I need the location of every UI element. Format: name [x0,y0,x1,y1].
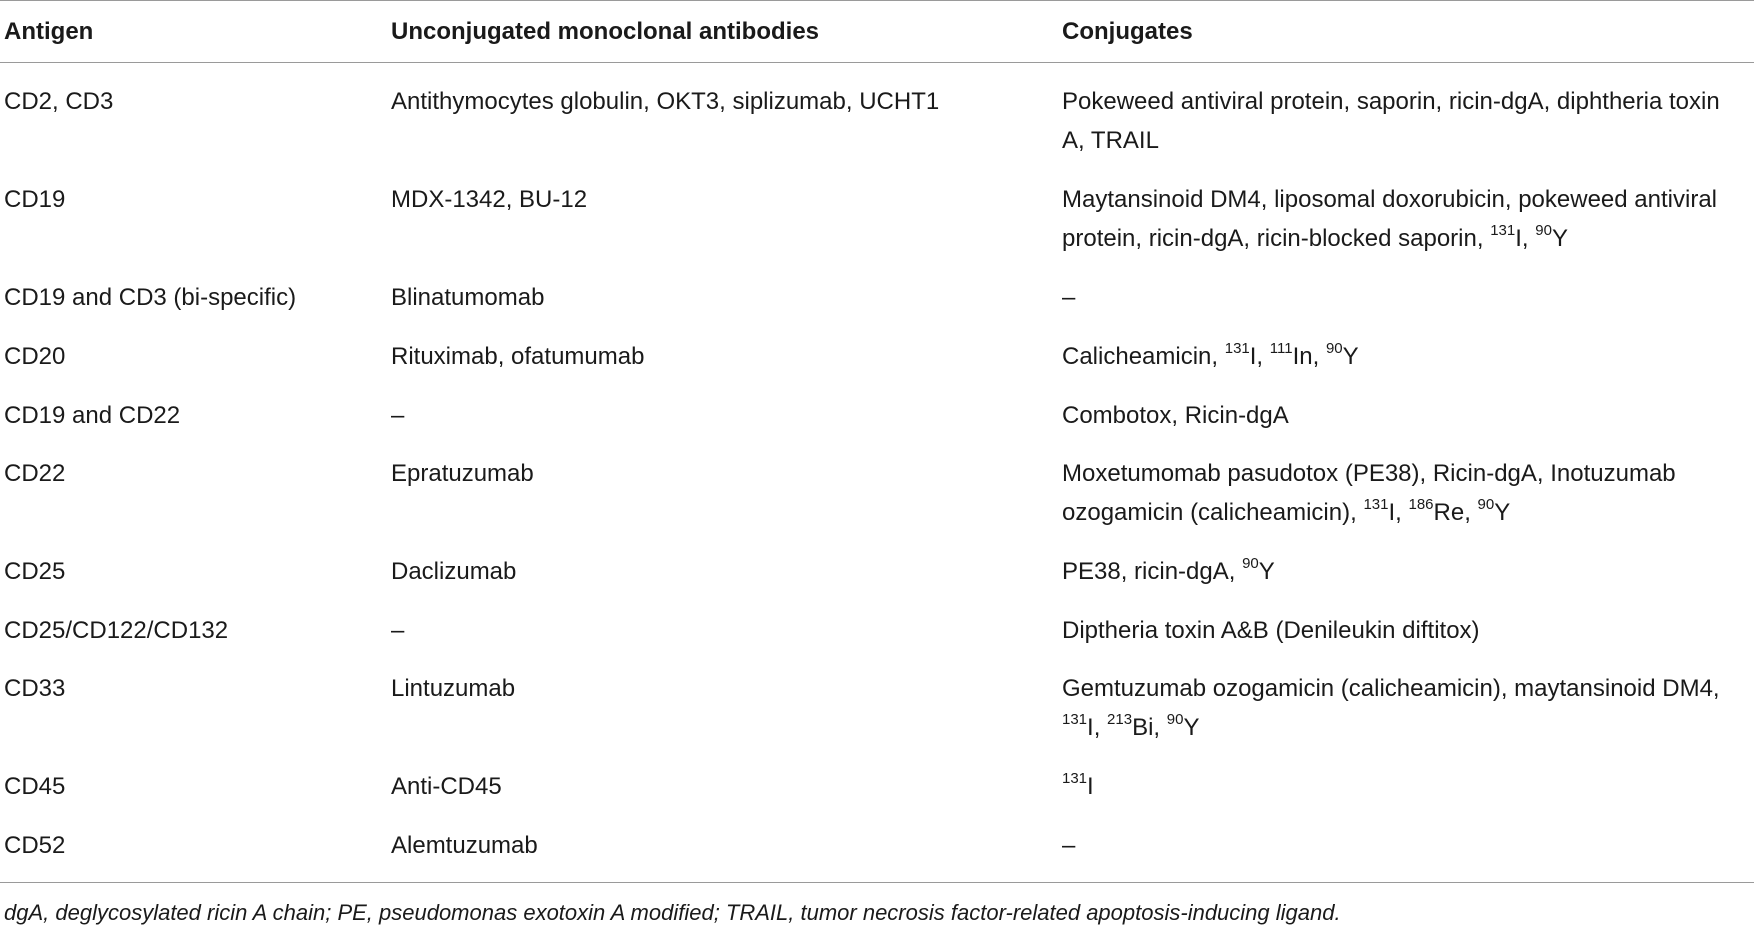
cell-unconjugated: Daclizumab [391,558,517,585]
cell-unconjugated: – [391,402,405,429]
cell-unconjugated: Rituximab, ofatumumab [391,343,645,370]
isotope-mass-number: 131 [1062,711,1088,728]
cell-antigen: CD20 [4,343,66,370]
cell-conjugates [1062,278,1742,317]
cell-unconjugated: Antithymocytes globulin, OKT3, siplizumab, UCHT1 [391,88,940,115]
isotope-mass-number: 90 [1535,222,1552,239]
cell-unconjugated: Blinatumomab [391,284,545,311]
cell-antigen: CD25/CD122/CD132 [4,617,229,644]
conjugate-text: Y [1342,343,1359,370]
cell-conjugates [1062,337,1742,376]
conjugate-text: Y [1258,558,1275,585]
header-unconjugated: Unconjugated monoclonal antibodies [391,18,820,45]
header-antigen: Antigen [4,18,94,45]
cell-conjugates [1062,454,1742,532]
conjugate-text: – [1062,832,1076,859]
isotope-mass-number: 111 [1269,340,1293,357]
conjugate-text: Combotox, Ricin-dgA [1062,402,1289,429]
conjugate-text: Y [1183,714,1200,741]
cell-antigen: CD25 [4,558,66,585]
conjugate-text: I, [1388,499,1409,526]
isotope-mass-number: 131 [1490,222,1516,239]
isotope-mass-number: 90 [1166,711,1184,728]
conjugate-text: I [1087,773,1094,800]
conjugate-text: Y [1494,499,1511,526]
conjugate-text: Maytansinoid DM4, liposomal doxorubicin, pokeweed antiviral protein, ricin-dgA, ricin-blocked saporin, [1062,186,1717,252]
conjugate-text: I, [1515,225,1536,252]
cell-unconjugated: Alemtuzumab [391,832,538,859]
cell-unconjugated: MDX-1342, BU-12 [391,186,588,213]
header-bottom-rule [0,62,1754,63]
cell-conjugates [1062,669,1742,747]
cell-antigen: CD19 and CD3 (bi-specific) [4,284,297,311]
conjugate-text: Diptheria toxin A&B (Denileukin diftitox) [1062,617,1480,644]
table-bottom-rule [0,882,1754,883]
isotope-mass-number: 131 [1062,770,1088,787]
cell-conjugates [1062,552,1742,591]
cell-antigen: CD45 [4,773,66,800]
isotope-mass-number: 131 [1363,496,1389,513]
conjugate-text: – [1062,284,1076,311]
cell-unconjugated: Anti-CD45 [391,773,502,800]
isotope-mass-number: 90 [1325,340,1343,357]
isotope-mass-number: 90 [1477,496,1495,513]
table-header [0,0,1754,62]
cell-conjugates [1062,611,1742,650]
conjugate-text: Moxetumomab pasudotox (PE38), Ricin-dgA, Inotuzumab ozogamicin (calicheamicin), [1062,460,1676,526]
conjugate-text: Pokeweed antiviral protein, saporin, ricin-dgA, diphtheria toxin A, TRAIL [1062,88,1720,154]
header-conjugates: Conjugates [1062,18,1193,45]
cell-antigen: CD19 and CD22 [4,402,181,429]
cell-conjugates [1062,180,1742,258]
cell-conjugates [1062,82,1742,160]
isotope-mass-number: 90 [1242,555,1259,572]
table-footnote: dgA, deglycosylated ricin A chain; PE, pseudomonas exotoxin A modified; TRAIL, tumor necrosis factor-related apoptosis-inducing ligand. [4,900,1341,925]
cell-unconjugated: – [391,617,405,644]
conjugate-text: I, [1249,343,1270,370]
isotope-mass-number: 131 [1224,340,1250,357]
isotope-mass-number: 213 [1107,711,1133,728]
cell-conjugates [1062,826,1742,865]
cell-antigen: CD22 [4,460,66,487]
conjugate-text: Gemtuzumab ozogamicin (calicheamicin), maytansinoid DM4, [1062,675,1720,702]
cell-antigen: CD52 [4,832,66,859]
cell-conjugates [1062,767,1742,806]
cell-antigen: CD2, CD3 [4,88,114,115]
cell-unconjugated: Lintuzumab [391,675,516,702]
isotope-mass-number: 186 [1408,496,1434,513]
cell-unconjugated: Epratuzumab [391,460,534,487]
conjugate-text: I, [1087,714,1108,741]
conjugate-text: Re, [1433,499,1478,526]
conjugate-text: Bi, [1132,714,1167,741]
cell-antigen: CD33 [4,675,66,702]
cell-conjugates [1062,396,1742,435]
conjugate-text: PE38, ricin-dgA, [1062,558,1243,585]
conjugate-text: In, [1292,343,1326,370]
conjugate-text: Calicheamicin, [1062,343,1225,370]
cell-antigen: CD19 [4,186,66,213]
conjugate-text: Y [1551,225,1568,252]
